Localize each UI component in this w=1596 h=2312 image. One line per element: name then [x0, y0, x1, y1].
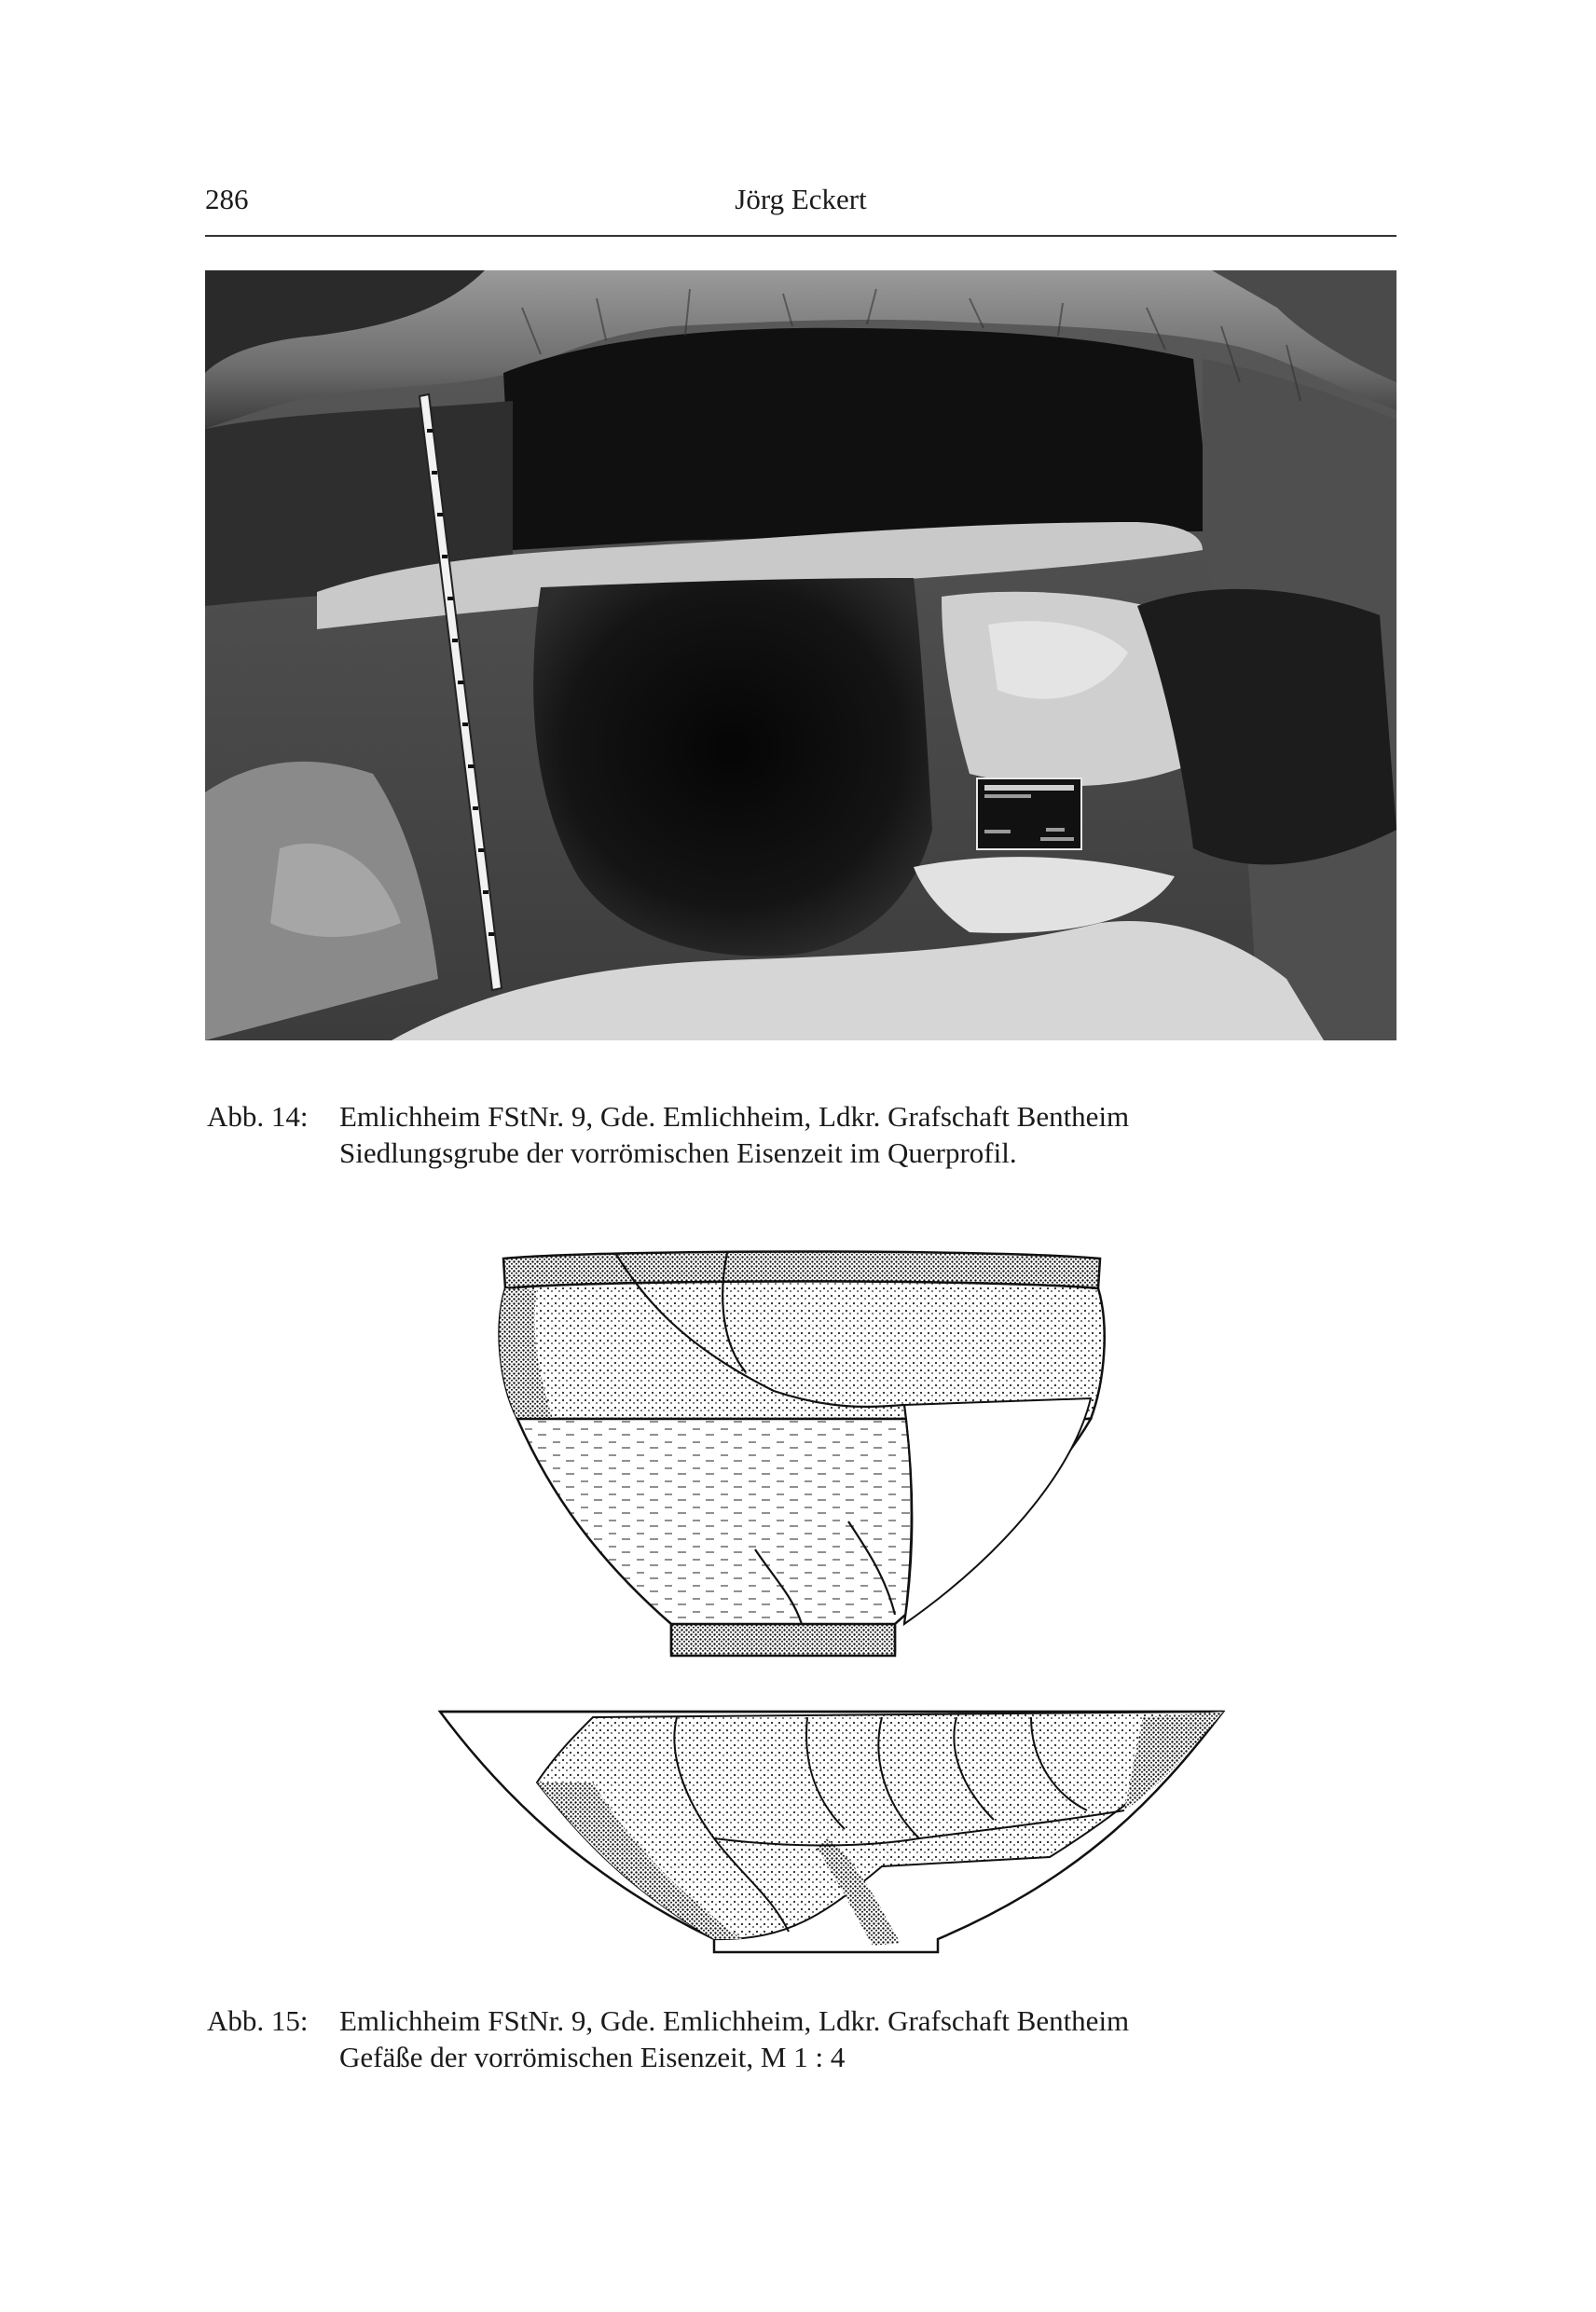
page-header [205, 183, 1396, 229]
figure-14-caption-line1: Emlichheim FStNr. 9, Gde. Emlichheim, Ldkr. Grafschaft Bentheim [339, 1100, 1130, 1133]
figure-14-caption [207, 1098, 1396, 1173]
running-head-author: Jörg Eckert [735, 183, 867, 215]
figure-15-caption-line2: Gefäße der vorrömischen Eisenzeit, M 1 : 4 [339, 2041, 846, 2073]
vessel-drawing-1-graphic [494, 1242, 1109, 1663]
header-rule [205, 235, 1396, 237]
vessel-drawing-1 [494, 1242, 1109, 1663]
excavation-photo [205, 270, 1396, 1040]
figure-15-caption [207, 2002, 1396, 2077]
excavation-photo-graphic [205, 270, 1396, 1040]
figure-14-caption-line2: Siedlungsgrube der vorrömischen Eisenzeit im Querprofil. [339, 1136, 1017, 1169]
figure-15-label: Abb. 15: [207, 2004, 309, 2037]
vessel-drawing-2-graphic [434, 1699, 1229, 1960]
vessel-drawing-2 [434, 1699, 1229, 1960]
figure-14-label: Abb. 14: [207, 1100, 309, 1133]
site-label-board [977, 778, 1081, 849]
page-number: 286 [205, 183, 249, 215]
figure-15-caption-line1: Emlichheim FStNr. 9, Gde. Emlichheim, Ldkr. Grafschaft Bentheim [339, 2004, 1130, 2037]
